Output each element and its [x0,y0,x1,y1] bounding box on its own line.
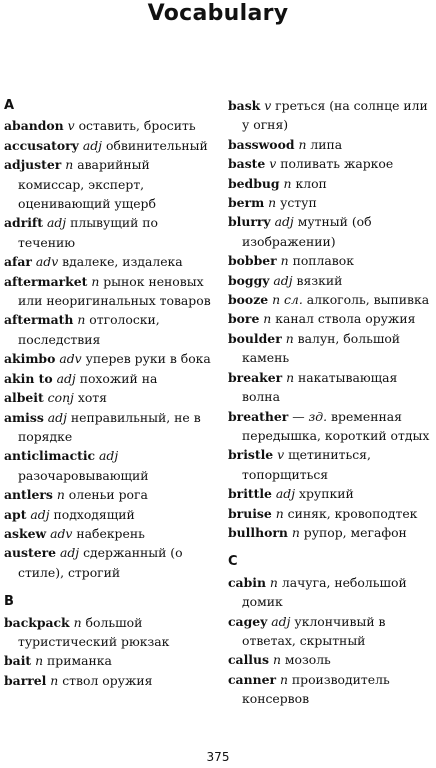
vocabulary-entry [228,193,434,212]
entry-part-of-speech: adj [47,409,67,425]
entry-part-of-speech: n [91,273,100,289]
entry-term: antlers [4,487,53,503]
vocabulary-entry [228,135,434,154]
page-title: Vocabulary [147,1,289,26]
entry-part-of-speech: n [263,311,272,327]
vocabulary-entry [228,290,434,309]
entry-term: breaker [228,369,283,385]
vocabulary-entry [4,485,216,504]
section-letter: C [228,554,238,570]
entry-part-of-speech: adj [274,214,294,230]
vocabulary-entry [4,613,216,652]
entry-definition: мутный (об изображении) [242,214,372,249]
entry-term: adrift [4,215,43,231]
entry-part-of-speech: v [264,98,272,113]
entry-part-of-speech: n [275,505,284,521]
entry-definition: разочаровывающий [18,467,149,483]
vocabulary-entry [228,612,434,651]
entry-definition: мозоль [284,652,331,668]
entry-definition: обвинительный [105,137,208,153]
entry-term: berm [228,195,265,211]
entry-definition: отголоски, последствия [18,312,160,347]
entry-part-of-speech: n [65,157,74,173]
entry-definition: подходящий [53,506,135,522]
entry-part-of-speech: v [67,118,75,134]
vocabulary-entry [228,445,434,484]
vocabulary-entry [4,349,216,368]
entry-term: austere [4,545,57,561]
entry-definition: вязкий [296,272,343,288]
entry-part-of-speech: n [283,175,292,191]
vocabulary-entry [4,116,216,135]
entry-definition: валун, большой камень [242,330,401,366]
vocabulary-entry [228,407,434,446]
entry-term: canner [228,671,277,687]
entry-definition: вдалеке, издалека [62,254,183,270]
vocabulary-entry [4,155,216,213]
entry-definition: синяк, кровоподтек [287,505,418,521]
entry-part-of-speech: n [291,524,300,540]
entry-definition: набекрень [76,525,145,541]
entry-term: breather [228,408,289,424]
entry-definition: хрупкий [299,486,354,502]
entry-definition: лачуга, небольшой домик [242,574,407,610]
vocabulary-entry [228,650,434,669]
entry-term: afar [4,254,32,270]
entry-term: backpack [4,614,70,630]
vocabulary-entry [228,368,434,407]
entry-term: adjuster [4,157,62,173]
entry-definition: производитель консервов [242,671,390,707]
vocabulary-entry [228,212,434,251]
vocabulary-entry [228,329,434,368]
entry-definition: оставить, бросить [78,118,196,134]
entry-part-of-speech: n [50,672,59,688]
vocabulary-entry [228,523,434,542]
entry-term: baste [228,156,266,172]
entry-definition: ствол оружия [62,672,153,688]
vocabulary-entry [4,136,216,155]
entry-part-of-speech: n [268,195,277,211]
entry-part-of-speech: adj [82,137,102,153]
entry-definition: плывущий по течению [18,215,159,250]
entry-part-of-speech: n [298,136,307,152]
entry-term: akimbo [4,351,56,367]
entry-definition: аварийный комиссар, эксперт, оценивающий ущерб [18,157,156,212]
entry-part-of-speech: adj [46,215,67,231]
entry-term: boulder [228,330,282,346]
vocabulary-entry [228,271,434,290]
vocabulary-entry [4,651,216,670]
vocabulary-entry [4,310,216,349]
entry-term: basswood [228,136,295,152]
vocabulary-entry [4,272,216,311]
entry-part-of-speech: — зд. [292,408,328,424]
entry-part-of-speech: n [279,671,288,687]
section-letter: B [4,594,14,610]
vocabulary-entry [228,96,434,135]
vocabulary-entry [4,543,216,582]
entry-term: booze [228,292,269,308]
entry-part-of-speech: adj [59,545,80,561]
entry-definition: временная передышка, короткий отдых [242,408,430,443]
entry-definition: клоп [295,175,327,191]
entry-definition: приманка [47,653,112,669]
vocabulary-entry [4,388,216,407]
section-gap [4,582,216,592]
section-gap [228,542,434,552]
entry-part-of-speech: n сл. [272,292,303,308]
entry-term: cagey [228,613,268,629]
page-number: 375 [206,750,230,764]
entry-part-of-speech: v [277,447,285,463]
entry-definition: хотя [77,390,107,406]
entry-part-of-speech: n [35,653,44,669]
entry-part-of-speech: v [269,156,277,172]
entry-part-of-speech: adv [59,351,82,367]
entry-term: bore [228,311,260,327]
vocabulary-entry [228,573,434,612]
entry-definition: канал ствола оружия [275,311,416,327]
vocabulary-column-right [228,96,434,709]
entry-term: brittle [228,486,272,502]
vocabulary-entry [228,251,434,270]
entry-definition: алкоголь, выпивка [306,292,430,308]
entry-definition: рынок неновых или неоригинальных товаров [18,273,211,309]
entry-term: bait [4,653,32,669]
vocabulary-entry [4,408,216,447]
entry-term: anticlimactic [4,448,96,464]
entry-definition: накатывающая волна [242,369,398,405]
entry-term: callus [228,652,269,668]
vocabulary-entry [4,369,216,388]
entry-definition: оленьи рога [68,487,148,503]
entry-definition: поливать жаркое [280,156,394,172]
entry-term: albeit [4,390,44,406]
entry-term: accusatory [4,137,79,153]
entry-definition: уступ [280,195,317,211]
entry-term: bullhorn [228,524,288,540]
vocabulary-entry [4,252,216,271]
vocabulary-entry [4,446,216,485]
entry-part-of-speech: adj [30,506,50,522]
entry-term: barrel [4,672,47,688]
entry-definition: большой туристический рюкзак [18,614,170,649]
entry-part-of-speech: adj [99,448,119,464]
entry-term: askew [4,525,47,541]
entry-part-of-speech: n [269,574,278,590]
entry-definition: поплавок [292,253,354,269]
entry-definition: греться (на солнце или у огня) [242,98,428,133]
entry-term: bruise [228,505,272,521]
entry-term: aftermarket [4,273,88,289]
entry-definition: уперев руки в бока [85,351,211,367]
entry-term: amiss [4,409,44,425]
entry-definition: похожий на [79,370,158,386]
entry-term: blurry [228,214,271,230]
entry-part-of-speech: n [280,253,289,269]
entry-part-of-speech: n [56,487,65,503]
vocabulary-entry [228,309,434,328]
entry-term: bedbug [228,175,280,191]
entry-term: bobber [228,253,277,269]
entry-term: apt [4,506,27,522]
entry-part-of-speech: n [77,312,86,328]
entry-part-of-speech: n [272,652,281,668]
entry-part-of-speech: n [286,369,295,385]
entry-part-of-speech: adj [56,370,76,386]
entry-term: abandon [4,118,64,134]
vocabulary-entry [228,174,434,193]
entry-term: aftermath [4,312,74,328]
entry-term: akin to [4,370,53,386]
entry-part-of-speech: adv [50,525,73,541]
entry-part-of-speech: adj [271,613,291,629]
entry-part-of-speech: n [285,330,294,346]
entry-definition: сдержанный (о стиле), строгий [18,545,183,580]
entry-term: bristle [228,447,274,463]
section-letter: A [4,98,15,113]
entry-part-of-speech: adj [275,486,296,502]
entry-part-of-speech: n [73,614,82,630]
entry-part-of-speech: adj [273,272,293,288]
vocabulary-entry [4,671,216,690]
vocabulary-entry [228,670,434,709]
vocabulary-entry [4,524,216,543]
entry-part-of-speech: adv [35,254,59,270]
vocabulary-column-left [4,96,216,690]
entry-term: cabin [228,574,266,590]
vocabulary-entry [4,505,216,524]
entry-definition: щетиниться, топорщиться [242,447,371,482]
entry-definition: липа [310,136,343,152]
entry-term: bask [228,98,261,113]
entry-part-of-speech: conj [47,390,74,406]
entry-definition: неправильный, не в порядке [18,409,201,444]
vocabulary-entry [228,504,434,523]
entry-definition: уклончивый в ответах, скрытный [242,613,386,648]
entry-term: boggy [228,272,270,288]
entry-definition: рупор, мегафон [303,524,407,540]
vocabulary-entry [228,484,434,503]
vocabulary-entry [228,154,434,173]
vocabulary-entry [4,213,216,252]
